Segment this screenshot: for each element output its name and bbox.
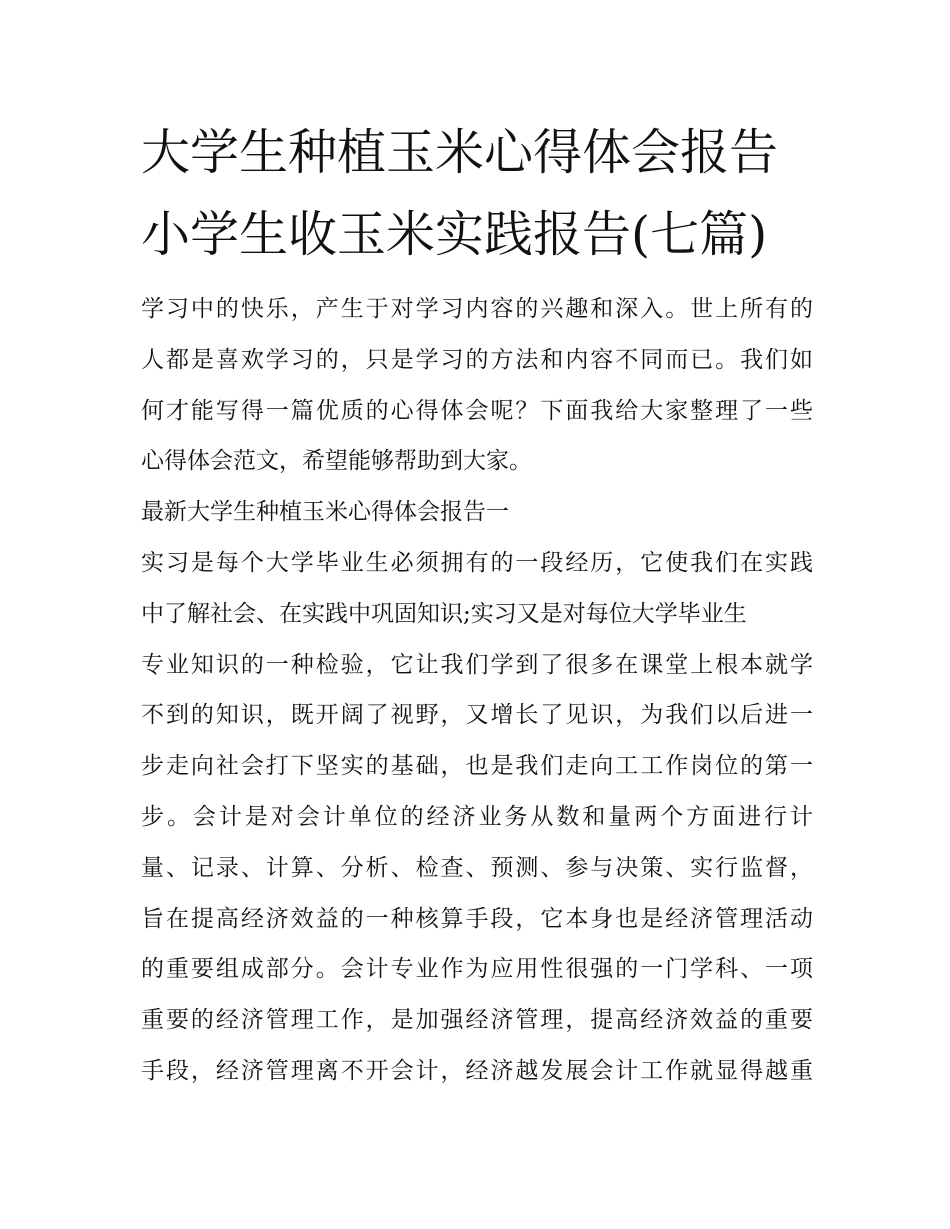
body-line: 的重要组成部分。会计专业作为应用性很强的一门学科、一项 (141, 956, 813, 983)
document-body (141, 284, 813, 1097)
body-line: 旨在提高经济效益的一种核算手段，它本身也是经济管理活动 (141, 905, 813, 932)
body-line: 人都是喜欢学习的，只是学习的方法和内容不同而已。我们如 (141, 346, 813, 373)
title-line-1: 大学生种植玉米心得体会报告 (141, 124, 779, 181)
body-line: 重要的经济管理工作，是加强经济管理，提高经济效益的重要 (141, 1007, 813, 1034)
body-line: 心得体会范文，希望能够帮助到大家。 (141, 448, 532, 475)
body-line: 何才能写得一篇优质的心得体会呢？下面我给大家整理了一些 (141, 397, 813, 424)
section-heading: 最新大学生种植玉米心得体会报告一 (141, 499, 509, 526)
document-page (141, 112, 813, 1097)
body-line: 手段，经济管理离不开会计，经济越发展会计工作就显得越重 (141, 1057, 813, 1084)
title-line-2: 小学生收玉米实践报告(七篇) (141, 206, 768, 263)
body-line: 步走向社会打下坚实的基础，也是我们走向工工作岗位的第一 (141, 753, 813, 780)
document-title (141, 112, 813, 276)
body-line: 专业知识的一种检验，它让我们学到了很多在课堂上根本就学 (141, 651, 813, 678)
body-line: 不到的知识，既开阔了视野，又增长了见识，为我们以后进一 (141, 702, 813, 729)
body-line: 中了解社会、在实践中巩固知识;实习又是对每位大学毕业生 (141, 600, 747, 627)
body-line: 学习中的快乐，产生于对学习内容的兴趣和深入。世上所有的 (141, 296, 813, 322)
body-line: 实习是每个大学毕业生必须拥有的一段经历，它使我们在实践 (141, 549, 813, 576)
body-line: 量、记录、计算、分析、检查、预测、参与决策、实行监督， (141, 854, 813, 881)
body-line: 步。会计是对会计单位的经济业务从数和量两个方面进行计 (141, 803, 813, 830)
